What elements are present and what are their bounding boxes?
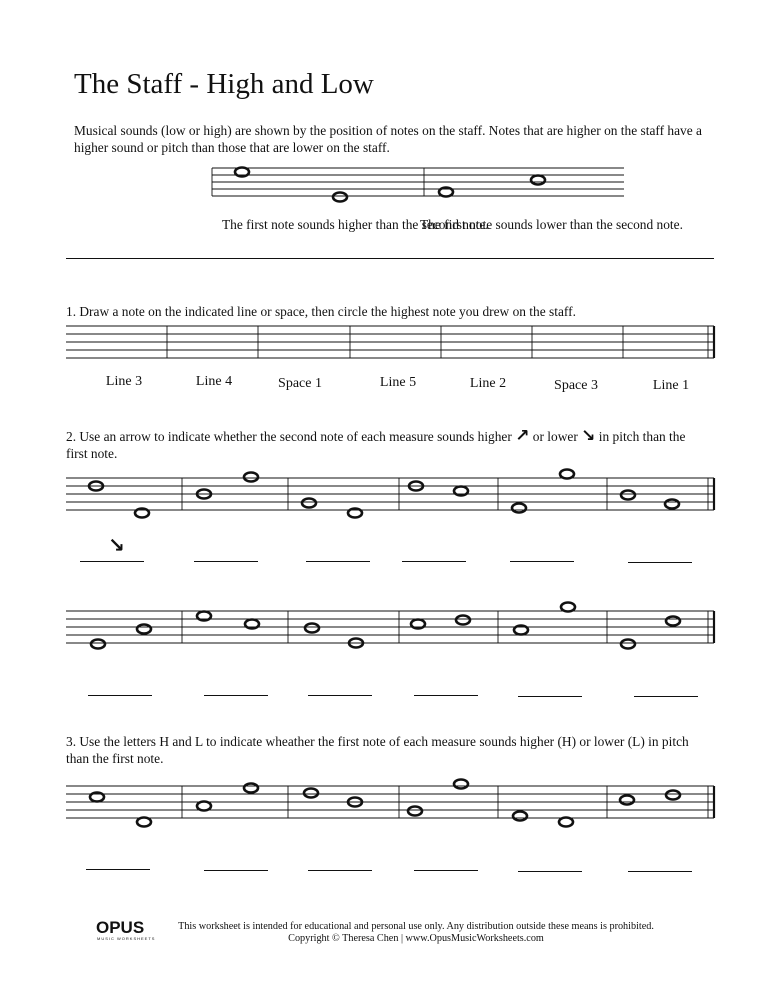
q1-label: Line 3 — [105, 374, 143, 389]
intro-paragraph: Musical sounds (low or high) are shown by the position of notes on the staff. Notes that are higher on the staff have a higher sound or pitch than those that are lower on the staff. — [74, 123, 702, 155]
note — [561, 603, 575, 612]
q2-text-middle: or lower — [532, 429, 578, 444]
answer-blank[interactable] — [194, 561, 258, 562]
note — [304, 789, 318, 798]
answer-blank[interactable] — [628, 871, 692, 872]
note — [244, 784, 258, 793]
note — [197, 802, 211, 811]
answer-blank[interactable] — [414, 870, 478, 871]
note — [408, 807, 422, 816]
q1-label: Line 2 — [469, 376, 507, 391]
answer-blank[interactable] — [88, 695, 152, 696]
opus-logo-subtitle: MUSIC WORKSHEETS — [97, 936, 156, 941]
arrow-down-right-icon: ↘ — [581, 426, 596, 446]
answer-blank[interactable] — [510, 561, 574, 562]
answer-blank[interactable] — [628, 562, 692, 563]
note — [621, 640, 635, 649]
question-3-staff — [66, 776, 718, 832]
answer-blank[interactable] — [306, 561, 370, 562]
q1-label: Space 1 — [278, 376, 322, 391]
question-1-text: 1. Draw a note on the indicated line or space, then circle the highest note you drew on the staff. — [66, 304, 576, 319]
example-answer-arrow-icon: ↘ — [108, 533, 125, 557]
answer-blank[interactable] — [518, 696, 582, 697]
question-2-staff-row-2 — [66, 602, 718, 652]
note — [621, 491, 635, 500]
example-staff — [212, 160, 628, 204]
q1-label: Line 5 — [379, 375, 417, 390]
answer-blank[interactable] — [308, 870, 372, 871]
answer-blank[interactable] — [634, 696, 698, 697]
answer-blank[interactable] — [204, 870, 268, 871]
example-caption-2: The first note sounds lower than the second note. — [420, 217, 683, 232]
q2-text-after: in pitch than the first note. — [66, 429, 686, 461]
q1-label: Space 3 — [554, 378, 598, 393]
answer-blank[interactable] — [80, 561, 144, 562]
question-2-text — [66, 428, 706, 462]
opus-logo: OPUS — [96, 918, 145, 937]
arrow-up-right-icon: ↗ — [515, 426, 530, 446]
footer-copyright: Copyright © Theresa Chen | www.OpusMusicWorksheets.com — [288, 933, 544, 944]
footer-disclaimer: This worksheet is intended for educational and personal use only. Any distribution outside these means is prohibited. — [178, 921, 654, 932]
example-caption-1: The first note sounds higher than the second note. — [222, 217, 489, 232]
question-1-staff[interactable] — [66, 322, 718, 362]
question-2-staff-row-1 — [66, 468, 718, 524]
note — [137, 818, 151, 827]
answer-blank[interactable] — [518, 871, 582, 872]
question-3-text: 3. Use the letters H and L to indicate wheather the first note of each measure sounds higher (H) or lower (L) in pitch than the first note. — [66, 734, 689, 766]
note — [305, 624, 319, 633]
answer-blank[interactable] — [204, 695, 268, 696]
note — [665, 500, 679, 509]
note — [560, 470, 574, 479]
answer-blank[interactable] — [86, 869, 150, 870]
q1-label: Line 4 — [195, 374, 233, 389]
note — [620, 796, 634, 805]
note — [666, 791, 680, 800]
section-divider — [66, 258, 714, 259]
note — [559, 818, 573, 827]
note — [302, 499, 316, 508]
example-note — [333, 193, 347, 202]
note — [454, 780, 468, 789]
note — [666, 617, 680, 626]
q2-text-before: 2. Use an arrow to indicate whether the second note of each measure sounds higher — [66, 429, 512, 444]
page-title: The Staff - High and Low — [74, 68, 374, 100]
note — [512, 504, 526, 513]
example-note — [531, 176, 545, 185]
note — [513, 812, 527, 821]
note — [91, 640, 105, 649]
note — [244, 473, 258, 482]
answer-blank[interactable] — [308, 695, 372, 696]
answer-blank[interactable] — [414, 695, 478, 696]
note — [456, 616, 470, 625]
q1-label: Line 1 — [652, 378, 690, 393]
note — [137, 625, 151, 634]
answer-blank[interactable] — [402, 561, 466, 562]
